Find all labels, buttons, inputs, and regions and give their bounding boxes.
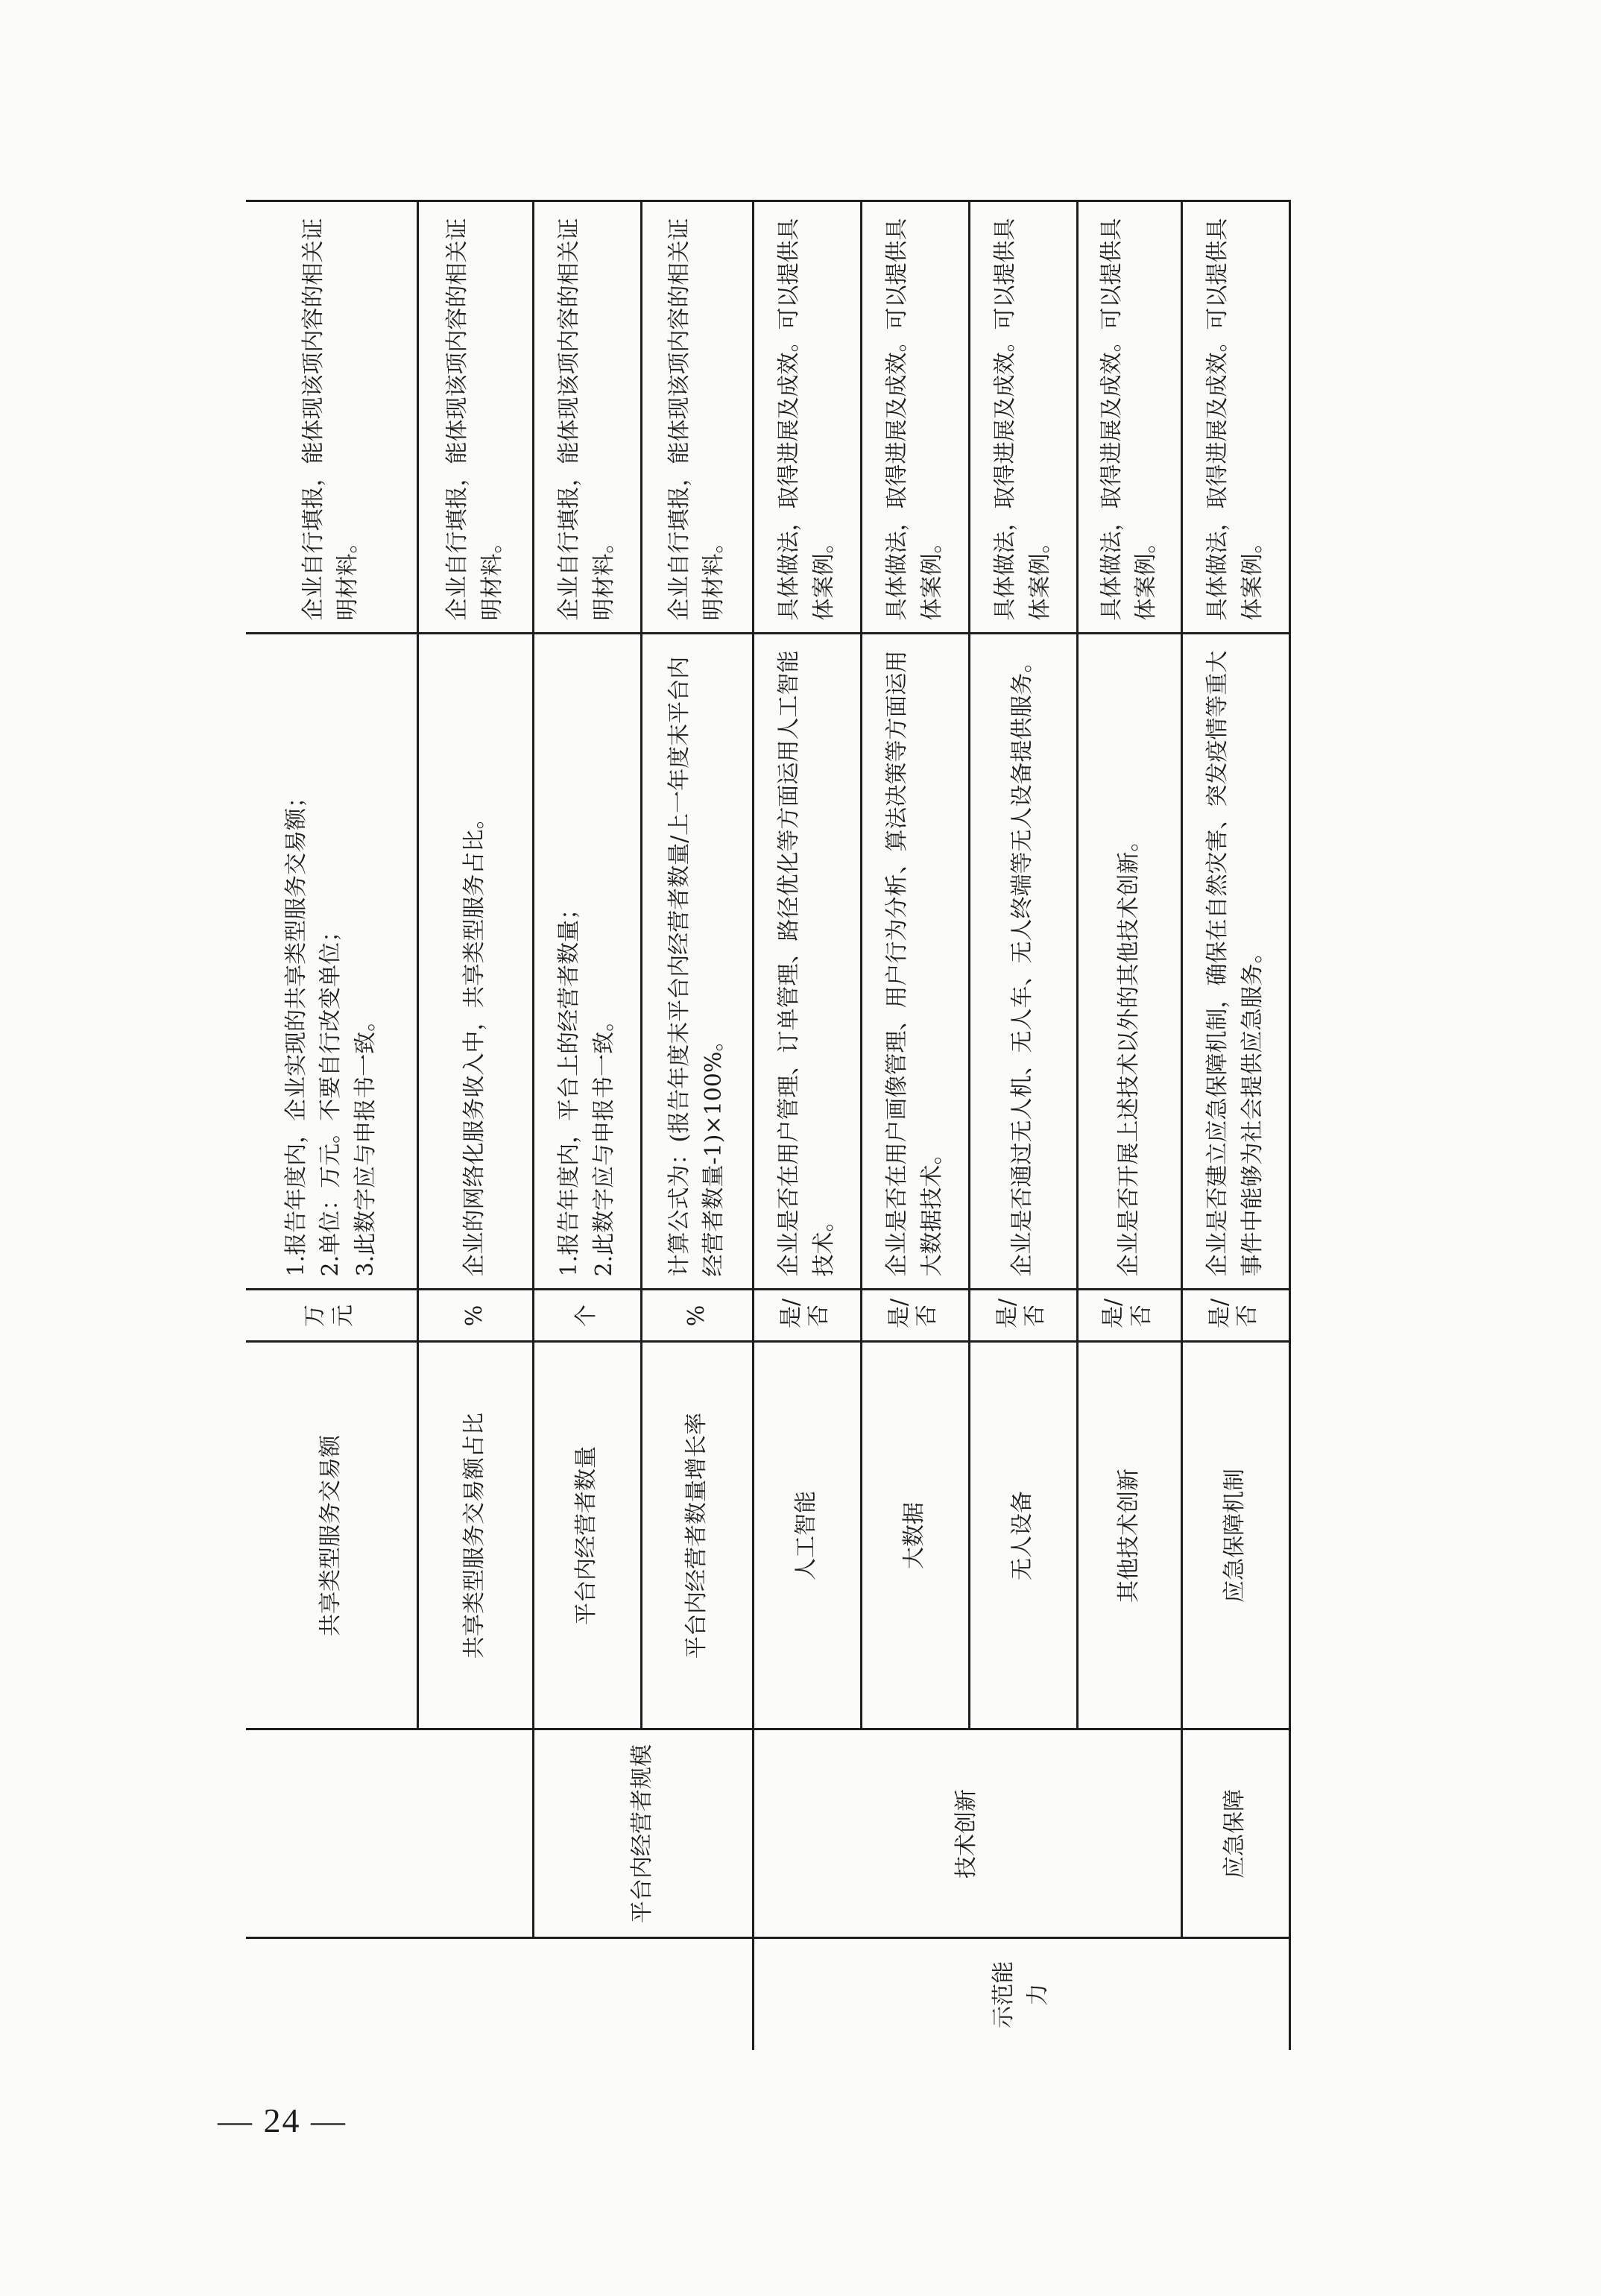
description-line: 1.报告年度内，企业实现的共享类型服务交易额；: [282, 785, 309, 1277]
description-cell: [1077, 634, 1181, 1290]
indicator-cell: 大数据: [861, 1342, 969, 1729]
page-number: — 24 —: [218, 2101, 347, 2139]
unit-cell: [533, 1290, 641, 1342]
group-cell: 技术创新: [753, 1729, 1181, 1938]
unit-cell: [641, 1290, 753, 1342]
indicator-cell: 平台内经营者数量: [533, 1342, 641, 1729]
indicator-cell: 人工智能: [753, 1342, 861, 1729]
unit-cell: [246, 1290, 417, 1342]
unit-text: 是/否: [885, 1298, 940, 1328]
table-row: [246, 201, 417, 2050]
category-cell: 示范能力: [753, 1938, 1289, 2050]
description-line: 企业是否建立应急保障机制，确保在自然灾害、突发疫情等重大事件中能够为社会提供应急服务。: [1204, 650, 1266, 1277]
table-rotation-frame: [246, 201, 1289, 2050]
description-cell: [753, 634, 861, 1290]
unit-cell: [861, 1290, 969, 1342]
material-cell: [861, 201, 969, 634]
description-cell: [1181, 634, 1289, 1290]
material-text: 具体做法，取得进展及成效。可以提供具体案例。: [992, 218, 1053, 621]
category-cell-blank: [246, 1938, 753, 2050]
material-cell: [641, 201, 753, 634]
material-cell: [246, 201, 417, 634]
description-line: 企业是否在用户管理、订单管理、路径优化等方面运用人工智能技术。: [776, 650, 837, 1277]
indicator-cell: 共享类型服务交易额占比: [417, 1342, 533, 1729]
material-cell: [417, 201, 533, 634]
unit-text: %: [683, 1305, 710, 1327]
description-line: 2.单位：万元。不要自行改变单位；: [318, 919, 344, 1277]
material-text: 具体做法，取得进展及成效。可以提供具体案例。: [884, 218, 945, 621]
unit-cell: [753, 1290, 861, 1342]
material-text: 企业自行填报，能体现该项内容的相关证明材料。: [444, 218, 505, 621]
unit-text: 万元: [302, 1305, 356, 1327]
description-cell: [861, 634, 969, 1290]
material-text: 企业自行填报，能体现该项内容的相关证明材料。: [666, 218, 727, 621]
description-cell: [246, 634, 417, 1290]
material-text: 具体做法，取得进展及成效。可以提供具体案例。: [776, 218, 837, 621]
material-text: 企业自行填报，能体现该项内容的相关证明材料。: [300, 218, 361, 621]
unit-cell: [1077, 1290, 1181, 1342]
rotated-table-region: [246, 201, 1289, 2050]
description-line: 企业是否通过无人机、无人车、无人终端等无人设备提供服务。: [1009, 650, 1036, 1277]
unit-text: 个: [573, 1305, 600, 1327]
indicator-cell: 无人设备: [969, 1342, 1077, 1729]
description-line: 2.此数字应与申报书一致。: [590, 1009, 617, 1277]
indicator-cell: 其他技术创新: [1077, 1342, 1181, 1729]
table-row: [1181, 201, 1289, 2050]
description-line: 1.报告年度内，平台上的经营者数量；: [556, 897, 582, 1277]
unit-cell: [1181, 1290, 1289, 1342]
material-text: 具体做法，取得进展及成效。可以提供具体案例。: [1098, 218, 1159, 621]
table-row: [533, 201, 641, 2050]
description-line: 企业是否开展上述技术以外的其他技术创新。: [1115, 829, 1142, 1277]
unit-text: 是/否: [994, 1298, 1048, 1328]
material-cell: [1077, 201, 1181, 634]
group-cell-blank: [246, 1729, 533, 1938]
material-cell: [753, 201, 861, 634]
material-cell: [969, 201, 1077, 634]
unit-cell: [417, 1290, 533, 1342]
unit-cell: [969, 1290, 1077, 1342]
material-text: 企业自行填报，能体现该项内容的相关证明材料。: [556, 218, 617, 621]
indicator-cell: 共享类型服务交易额: [246, 1342, 417, 1729]
description-cell: [969, 634, 1077, 1290]
group-cell: 平台内经营者规模: [533, 1729, 753, 1938]
indicator-cell: 平台内经营者数量增长率: [641, 1342, 753, 1729]
indicator-cell: 应急保障机制: [1181, 1342, 1289, 1729]
description-cell: [533, 634, 641, 1290]
material-cell: [533, 201, 641, 634]
unit-text: %: [461, 1305, 488, 1327]
unit-text: 是/否: [1100, 1298, 1155, 1328]
description-line: 计算公式为：(报告年度末平台内经营者数量/上一年度末平台内经营者数量-1)×100%。: [666, 656, 727, 1277]
unit-text: 是/否: [1206, 1298, 1260, 1328]
table-row: [753, 201, 861, 2050]
material-cell: [1181, 201, 1289, 634]
description-cell: [417, 634, 533, 1290]
unit-text: 是/否: [777, 1298, 832, 1328]
description-line: 企业是否在用户画像管理、用户行为分析、算法决策等方面运用大数据技术。: [884, 650, 945, 1277]
group-cell: 应急保障: [1181, 1729, 1289, 1938]
description-line: 企业的网络化服务收入中，共享类型服务占比。: [461, 807, 488, 1277]
material-text: 具体做法，取得进展及成效。可以提供具体案例。: [1204, 218, 1266, 621]
indicator-table: [246, 201, 1291, 2051]
description-cell: [641, 634, 753, 1290]
description-line: 3.此数字应与申报书一致。: [352, 1009, 379, 1277]
